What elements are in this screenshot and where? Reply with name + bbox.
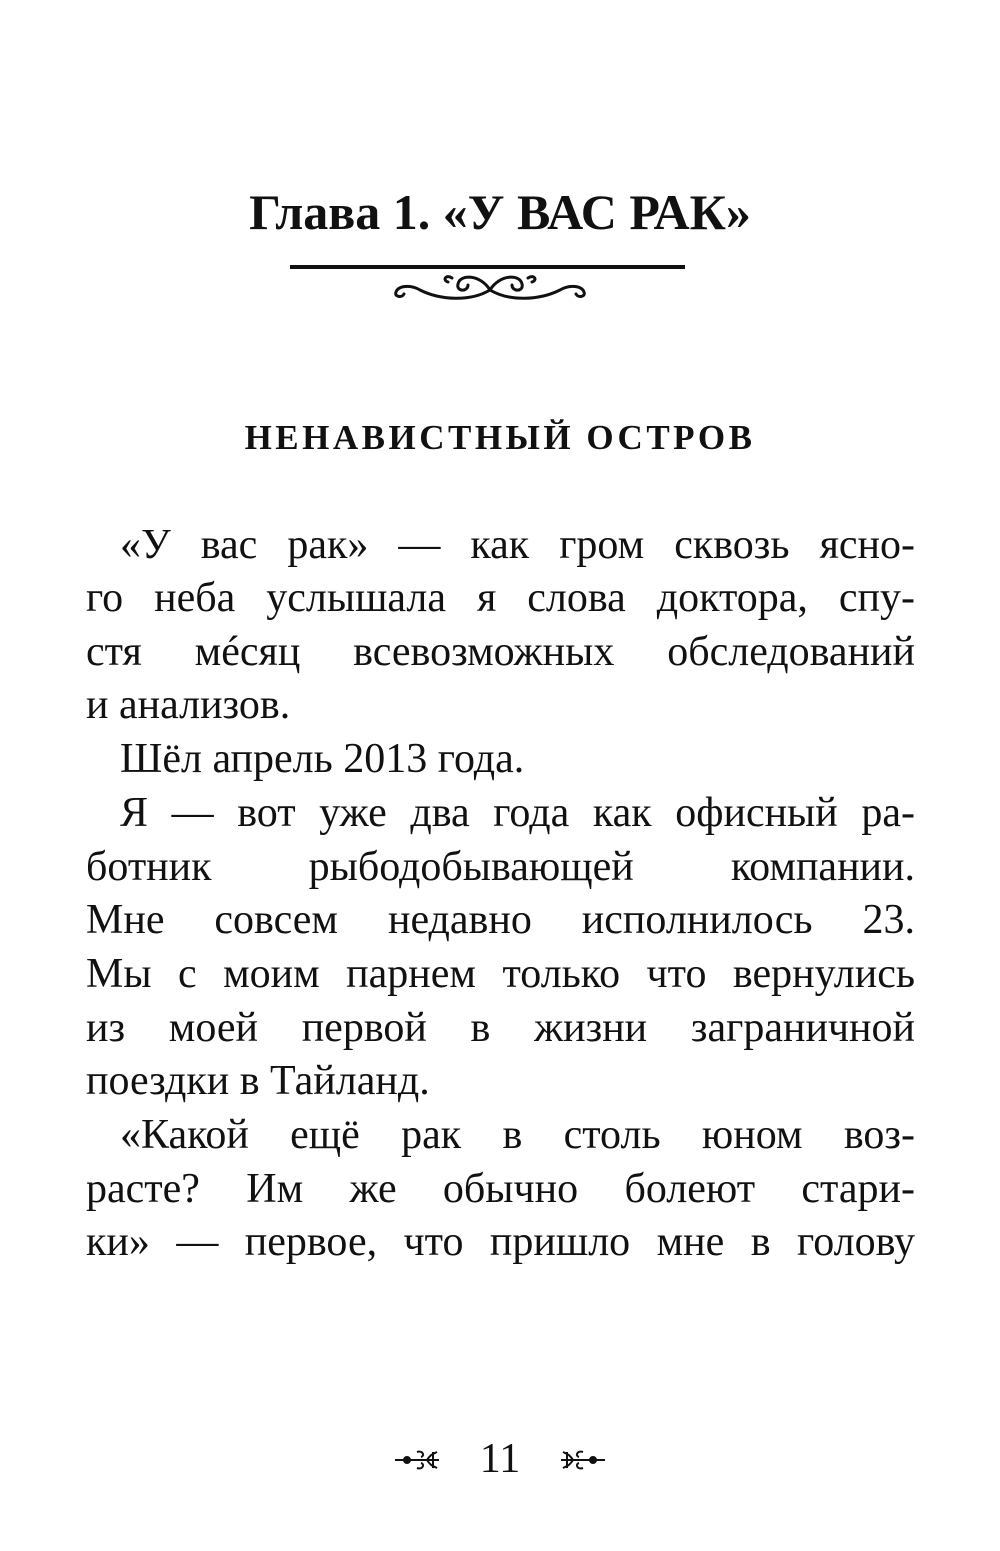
text-line: Мне совсем недавно исполнилось 23. (86, 897, 915, 943)
section-title: НЕНАВИСТНЫЙ ОСТРОВ (244, 418, 756, 457)
fleuron-left-icon (393, 1435, 443, 1483)
chapter-title: Глава 1. «У ВАС РАК» (249, 184, 751, 240)
title-rule (290, 265, 685, 269)
text-line: расте? Им же обычно болеют стари- (86, 1166, 915, 1212)
text-line: стя мéсяц всевозможных обследований (86, 629, 915, 675)
text-line: Шёл апрель 2013 года. (120, 736, 525, 782)
text-line: ки» — первое, что пришло мне в голову (86, 1219, 915, 1265)
text-line: Я — вот уже два года как офисный ра- (120, 790, 915, 836)
page-footer (0, 1432, 1000, 1483)
page-number: 11 (479, 1436, 521, 1483)
text-line: поездки в Тайланд. (86, 1058, 430, 1104)
text-line: ботник рыбодобывающей компании. (86, 844, 915, 890)
text-line: «Какой ещё рак в столь юном воз- (120, 1112, 915, 1158)
flourish-ornament-icon (390, 270, 590, 304)
text-line: из моей первой в жизни заграничной (86, 1005, 915, 1051)
text-line: го неба услышала я слова доктора, спу- (86, 575, 915, 621)
text-line: Мы с моим парнем только что вернулись (86, 951, 915, 997)
text-line: «У вас рак» — как гром сквозь ясно- (120, 522, 915, 568)
text-line: и анализов. (86, 682, 291, 728)
fleuron-right-icon (557, 1435, 607, 1483)
